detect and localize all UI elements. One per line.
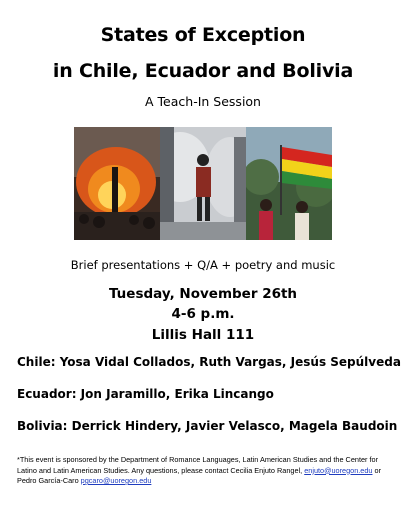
photo-strip [74,127,332,240]
footnote-text-2: or Pedro García-Caro [17,465,381,485]
sponsor-footnote [17,455,395,487]
protester-smoke-photo [160,127,246,240]
protest-fire-photo [74,127,160,240]
chile-speakers: Chile: Yosa Vidal Collados, Ruth Vargas, Jesús Sepúlveda [17,355,401,369]
poster-title-line1: States of Exception [100,24,306,46]
ecuador-speakers: Ecuador: Jon Jaramillo, Erika Lincango [17,387,274,401]
poster-subtitle: A Teach-In Session [145,94,261,109]
event-location: Lillis Hall 111 [151,327,255,343]
contact-email-link-2[interactable]: pgcaro@uoregon.edu [80,476,152,485]
poster-title-line2: in Chile, Ecuador and Bolivia [52,60,354,82]
contact-email-link-1[interactable]: enjuto@uoregon.edu [304,465,373,475]
footnote-text-1: *This event is sponsored by the Department of Romance Languages, Latin American Studies and the Center for Latino and Latin American Studies. Any questions, please contact Cecilia Enjuto Rangel, [17,455,378,475]
event-date: Tuesday, November 26th [108,286,298,302]
bolivian-flag-photo [246,127,332,240]
bolivia-speakers: Bolivia: Derrick Hindery, Javier Velasco, Magela Baudoin [17,419,398,433]
event-description: Brief presentations + Q/A + poetry and music [70,258,336,272]
event-time: 4-6 p.m. [171,306,235,322]
